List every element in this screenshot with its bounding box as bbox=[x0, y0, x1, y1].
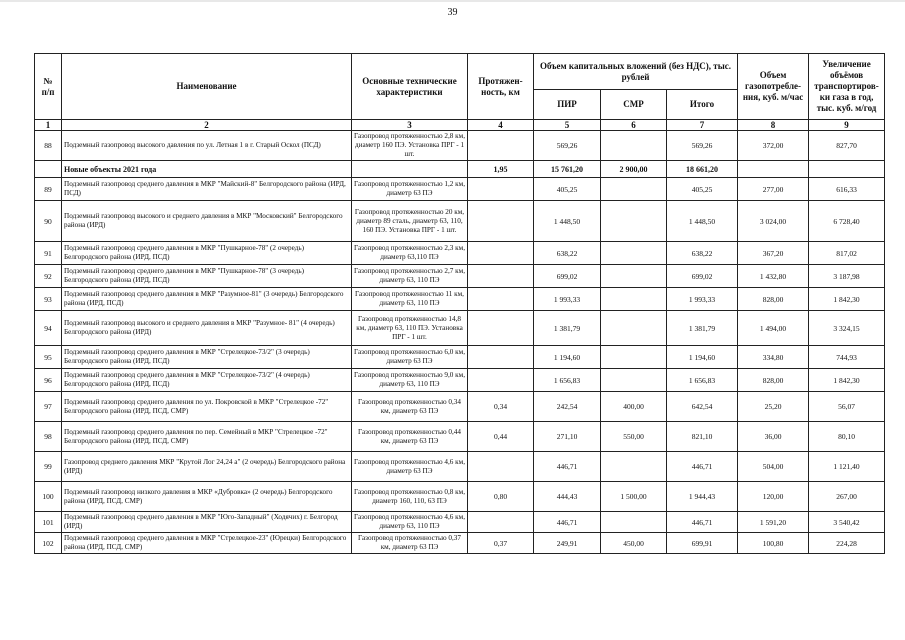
header-tech: Основные технические характеристики bbox=[352, 54, 468, 120]
row-smr bbox=[601, 288, 667, 311]
row-tech: Газопровод протяженностью 9,0 км, диаметр 63, 110 ПЭ bbox=[352, 369, 468, 392]
table-row bbox=[35, 201, 885, 242]
row-tech: Газопровод протяженностью 20 км, диаметр 89 сталь, диаметр 63, 110, 160 ПЭ. Установка ПРГ - 1 шт. bbox=[352, 201, 468, 242]
row-length bbox=[468, 512, 534, 533]
row-gas: 120,00 bbox=[738, 482, 809, 512]
row-tech: Газопровод протяженностью 0,44 км, диаметр 63 ПЭ bbox=[352, 422, 468, 452]
row-tech: Газопровод протяженностью 14,8 км, диаметр 63, 110 ПЭ. Установка ПРГ - 1 шт. bbox=[352, 311, 468, 346]
row-tech: Газопровод протяженностью 2,8 км, диаметр 160 ПЭ. Установка ПРГ - 1 шт. bbox=[352, 131, 468, 161]
row-smr bbox=[601, 265, 667, 288]
table-row bbox=[35, 392, 885, 422]
row-name: Подземный газопровод высокого и среднего давления в МКР "Московский" Белгородского района (ИРД) bbox=[62, 201, 352, 242]
table-row bbox=[35, 178, 885, 201]
row-length bbox=[468, 178, 534, 201]
row-name: Подземный газопровод среднего давления в МКР "Майский-8" Белгородского района (ИРД, ПСД) bbox=[62, 178, 352, 201]
row-increase: 3 187,98 bbox=[809, 265, 885, 288]
row-total: 1 448,50 bbox=[667, 201, 738, 242]
row-gas: 1 432,80 bbox=[738, 265, 809, 288]
header-name: Наименование bbox=[62, 54, 352, 120]
row-gas: 828,00 bbox=[738, 288, 809, 311]
colnum: 7 bbox=[667, 120, 738, 131]
table-row bbox=[35, 288, 885, 311]
row-num: 98 bbox=[35, 422, 62, 452]
row-gas: 372,00 bbox=[738, 131, 809, 161]
table-row bbox=[35, 311, 885, 346]
column-numbers-row bbox=[35, 120, 885, 131]
row-total: 1 944,43 bbox=[667, 482, 738, 512]
row-smr bbox=[601, 242, 667, 265]
row-smr bbox=[601, 131, 667, 161]
row-num: 89 bbox=[35, 178, 62, 201]
row-gas: 504,00 bbox=[738, 452, 809, 482]
row-tech: Газопровод протяженностью 0,34 км, диаметр 63 ПЭ bbox=[352, 392, 468, 422]
row-increase: 1 842,30 bbox=[809, 288, 885, 311]
row-gas: 367,20 bbox=[738, 242, 809, 265]
row-increase: 6 728,40 bbox=[809, 201, 885, 242]
page-number: 39 bbox=[447, 7, 458, 18]
row-increase: 224,28 bbox=[809, 533, 885, 554]
colnum: 6 bbox=[601, 120, 667, 131]
table-row bbox=[35, 452, 885, 482]
row-length bbox=[468, 201, 534, 242]
row-total: 699,91 bbox=[667, 533, 738, 554]
row-increase: 3 540,42 bbox=[809, 512, 885, 533]
header-length: Протяжен-ность, км bbox=[468, 54, 534, 120]
section-increase bbox=[809, 161, 885, 178]
row-smr: 1 500,00 bbox=[601, 482, 667, 512]
section-title: Новые объекты 2021 года bbox=[62, 161, 352, 178]
row-name: Подземный газопровод среднего давления в МКР "Пушкарное-78" (2 очередь) Белгородского района (ИРД, ПСД) bbox=[62, 242, 352, 265]
row-pir: 569,26 bbox=[534, 131, 601, 161]
header-pir: ПИР bbox=[534, 90, 601, 120]
row-increase: 817,02 bbox=[809, 242, 885, 265]
colnum: 2 bbox=[62, 120, 352, 131]
header-smr: СМР bbox=[601, 90, 667, 120]
row-total: 446,71 bbox=[667, 512, 738, 533]
row-smr bbox=[601, 452, 667, 482]
row-increase: 827,70 bbox=[809, 131, 885, 161]
row-num: 95 bbox=[35, 346, 62, 369]
row-tech: Газопровод протяженностью 0,8 км, диаметр 160, 110, 63 ПЭ bbox=[352, 482, 468, 512]
row-length bbox=[468, 452, 534, 482]
header-capex: Объем капитальных вложений (без НДС), тыс. рублей bbox=[534, 54, 738, 90]
row-total: 1 993,33 bbox=[667, 288, 738, 311]
row-num: 88 bbox=[35, 131, 62, 161]
row-gas: 25,20 bbox=[738, 392, 809, 422]
row-smr: 450,00 bbox=[601, 533, 667, 554]
row-total: 1 381,79 bbox=[667, 311, 738, 346]
row-num: 93 bbox=[35, 288, 62, 311]
table-body bbox=[35, 131, 885, 554]
row-num: 91 bbox=[35, 242, 62, 265]
row-num: 94 bbox=[35, 311, 62, 346]
row-increase: 3 324,15 bbox=[809, 311, 885, 346]
row-gas: 100,80 bbox=[738, 533, 809, 554]
row-pir: 446,71 bbox=[534, 512, 601, 533]
row-num: 99 bbox=[35, 452, 62, 482]
row-gas: 277,00 bbox=[738, 178, 809, 201]
row-gas: 36,00 bbox=[738, 422, 809, 452]
row-smr bbox=[601, 178, 667, 201]
row-smr bbox=[601, 512, 667, 533]
row-total: 821,10 bbox=[667, 422, 738, 452]
row-increase: 744,93 bbox=[809, 346, 885, 369]
row-pir: 242,54 bbox=[534, 392, 601, 422]
page-top-edge bbox=[0, 0, 905, 2]
table-row bbox=[35, 242, 885, 265]
row-num: 97 bbox=[35, 392, 62, 422]
row-length bbox=[468, 311, 534, 346]
colnum: 1 bbox=[35, 120, 62, 131]
row-name: Подземный газопровод среднего давления в МКР "Юго-Западный" (Ходячих) г. Белгород (ИРД) bbox=[62, 512, 352, 533]
row-total: 1 656,83 bbox=[667, 369, 738, 392]
row-increase: 267,00 bbox=[809, 482, 885, 512]
row-num: 96 bbox=[35, 369, 62, 392]
td-empty bbox=[35, 161, 62, 178]
row-name: Подземный газопровод среднего давления в МКР "Стрелецкое-73/2" (4 очередь) Белгородского района (ИРД, ПСД) bbox=[62, 369, 352, 392]
table-row bbox=[35, 512, 885, 533]
section-smr: 2 900,00 bbox=[601, 161, 667, 178]
row-increase: 1 842,30 bbox=[809, 369, 885, 392]
row-gas: 1 494,00 bbox=[738, 311, 809, 346]
row-name: Подземный газопровод высокого давления по ул. Летная 1 в г. Старый Оскол (ПСД) bbox=[62, 131, 352, 161]
row-pir: 1 448,50 bbox=[534, 201, 601, 242]
row-pir: 1 656,83 bbox=[534, 369, 601, 392]
row-increase: 616,33 bbox=[809, 178, 885, 201]
row-length: 0,44 bbox=[468, 422, 534, 452]
row-tech: Газопровод протяженностью 11 км, диаметр 63, 110 ПЭ bbox=[352, 288, 468, 311]
table-row bbox=[35, 482, 885, 512]
row-smr bbox=[601, 201, 667, 242]
row-num: 100 bbox=[35, 482, 62, 512]
row-total: 1 194,60 bbox=[667, 346, 738, 369]
section-pir: 15 761,20 bbox=[534, 161, 601, 178]
colnum: 5 bbox=[534, 120, 601, 131]
table-row bbox=[35, 369, 885, 392]
header-num: № п/п bbox=[35, 54, 62, 120]
row-tech: Газопровод протяженностью 4,6 км, диаметр 63 ПЭ bbox=[352, 452, 468, 482]
header-gas: Объем газопотребле-ния, куб. м/час bbox=[738, 54, 809, 120]
header-total: Итого bbox=[667, 90, 738, 120]
row-pir: 249,91 bbox=[534, 533, 601, 554]
table-row bbox=[35, 422, 885, 452]
row-total: 569,26 bbox=[667, 131, 738, 161]
row-name: Подземный газопровод низкого давления в МКР «Дубровка» (2 очередь) Белгородского района (ИРД, ПСД, СМР) bbox=[62, 482, 352, 512]
row-smr: 550,00 bbox=[601, 422, 667, 452]
row-increase: 56,07 bbox=[809, 392, 885, 422]
investment-table bbox=[34, 53, 885, 554]
section-tech bbox=[352, 161, 468, 178]
colnum: 3 bbox=[352, 120, 468, 131]
row-tech: Газопровод протяженностью 1,2 км, диаметр 63 ПЭ bbox=[352, 178, 468, 201]
row-name: Подземный газопровод среднего давления в МКР "Стрелецкое-23" (Юрецки) Белгородского района (ИРД, ПСД, СМР) bbox=[62, 533, 352, 554]
row-tech: Газопровод протяженностью 4,6 км, диаметр 63, 110 ПЭ bbox=[352, 512, 468, 533]
row-pir: 271,10 bbox=[534, 422, 601, 452]
row-pir: 444,43 bbox=[534, 482, 601, 512]
table-row bbox=[35, 131, 885, 161]
row-name: Подземный газопровод среднего давления в МКР "Разумное-81" (3 очередь) Белгородского района (ИРД, ПСД) bbox=[62, 288, 352, 311]
table-row bbox=[35, 533, 885, 554]
row-length bbox=[468, 242, 534, 265]
row-total: 642,54 bbox=[667, 392, 738, 422]
row-name: Подземный газопровод среднего давления в МКР "Пушкарное-78" (3 очередь) Белгородского района (ИРД, ПСД) bbox=[62, 265, 352, 288]
row-length: 0,34 bbox=[468, 392, 534, 422]
row-smr bbox=[601, 369, 667, 392]
row-tech: Газопровод протяженностью 2,3 км, диаметр 63,110 ПЭ bbox=[352, 242, 468, 265]
row-num: 102 bbox=[35, 533, 62, 554]
colnum: 8 bbox=[738, 120, 809, 131]
section-gas bbox=[738, 161, 809, 178]
row-pir: 446,71 bbox=[534, 452, 601, 482]
row-name: Подземный газопровод среднего давления по пер. Семейный в МКР "Стрелецкое -72" Белгородского района (ИРД, ПСД, СМР) bbox=[62, 422, 352, 452]
row-gas: 828,00 bbox=[738, 369, 809, 392]
row-gas: 334,80 bbox=[738, 346, 809, 369]
row-pir: 1 194,60 bbox=[534, 346, 601, 369]
section-total: 18 661,20 bbox=[667, 161, 738, 178]
row-name: Подземный газопровод высокого и среднего давления в МКР "Разумное- 81" (4 очередь) Белгородского района (ИРД) bbox=[62, 311, 352, 346]
row-pir: 699,02 bbox=[534, 265, 601, 288]
row-total: 405,25 bbox=[667, 178, 738, 201]
row-pir: 1 381,79 bbox=[534, 311, 601, 346]
row-length bbox=[468, 346, 534, 369]
row-length bbox=[468, 288, 534, 311]
row-pir: 1 993,33 bbox=[534, 288, 601, 311]
row-pir: 405,25 bbox=[534, 178, 601, 201]
row-increase: 1 121,40 bbox=[809, 452, 885, 482]
row-length bbox=[468, 265, 534, 288]
header-increase: Увеличение объёмов транспортиров-ки газа в год, тыс. куб. м/год bbox=[809, 54, 885, 120]
row-smr bbox=[601, 346, 667, 369]
row-total: 446,71 bbox=[667, 452, 738, 482]
row-length bbox=[468, 131, 534, 161]
row-smr: 400,00 bbox=[601, 392, 667, 422]
row-gas: 1 591,20 bbox=[738, 512, 809, 533]
row-pir: 638,22 bbox=[534, 242, 601, 265]
row-name: Газопровод среднего давления МКР "Крутой Лог 24,24 а" (2 очередь) Белгородского района (ИРД) bbox=[62, 452, 352, 482]
row-num: 101 bbox=[35, 512, 62, 533]
row-length: 0,80 bbox=[468, 482, 534, 512]
colnum: 4 bbox=[468, 120, 534, 131]
row-name: Подземный газопровод среднего давления по ул. Покровской в МКР "Стрелецкое -72" Белгородского района (ИРД, ПСД, СМР) bbox=[62, 392, 352, 422]
row-total: 638,22 bbox=[667, 242, 738, 265]
row-smr bbox=[601, 311, 667, 346]
section-row bbox=[35, 161, 885, 178]
row-num: 90 bbox=[35, 201, 62, 242]
section-length: 1,95 bbox=[468, 161, 534, 178]
row-tech: Газопровод протяженностью 0,37 км, диаметр 63 ПЭ bbox=[352, 533, 468, 554]
table-row bbox=[35, 346, 885, 369]
row-increase: 80,10 bbox=[809, 422, 885, 452]
row-name: Подземный газопровод среднего давления в МКР "Стрелецкое-73/2" (3 очередь) Белгородского района (ИРД, ПСД) bbox=[62, 346, 352, 369]
row-tech: Газопровод протяженностью 2,7 км, диаметр 63, 110 ПЭ bbox=[352, 265, 468, 288]
row-length bbox=[468, 369, 534, 392]
row-length: 0,37 bbox=[468, 533, 534, 554]
table-row bbox=[35, 265, 885, 288]
row-gas: 3 024,00 bbox=[738, 201, 809, 242]
row-num: 92 bbox=[35, 265, 62, 288]
colnum: 9 bbox=[809, 120, 885, 131]
row-total: 699,02 bbox=[667, 265, 738, 288]
row-tech: Газопровод протяженностью 6,0 км, диаметр 63 ПЭ bbox=[352, 346, 468, 369]
